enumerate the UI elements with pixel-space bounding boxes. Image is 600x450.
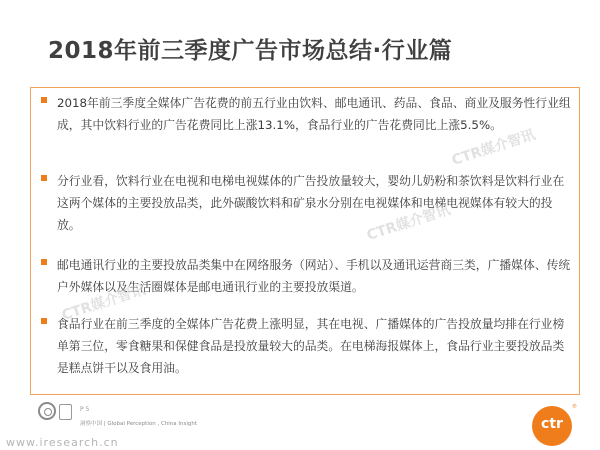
- ctr-logo-text: ctr: [541, 416, 563, 432]
- bullet-square-icon: [41, 259, 47, 265]
- registered-mark: ®: [572, 404, 577, 410]
- seal-icon: [38, 402, 56, 420]
- bullet-text: 食品行业在前三季度的全媒体广告花费上涨明显，其在电视、广播媒体的广告投放量均排在行业榜单第三位，零食糖果和保健食品是投放量较大的品类。在电梯海报媒体上，食品行业主要投放品类是糕点饼干以及食用油。: [57, 317, 565, 375]
- footer-tagline: 洞察中国 | Global Perception , China Insight: [80, 421, 198, 427]
- watermark: CTR媒介智讯: [59, 281, 148, 324]
- watermark: CTR媒介智讯: [449, 126, 538, 169]
- footer-logos: [38, 402, 78, 424]
- page-title: 2018年前三季度广告市场总结·行业篇: [48, 38, 453, 64]
- ctr-logo: [532, 406, 572, 446]
- bullet-square-icon: [41, 318, 47, 324]
- badge-icon: [59, 404, 72, 420]
- bullet-item: [41, 92, 571, 136]
- site-watermark: www.iresearch.cn: [6, 436, 119, 449]
- page-number: P 5: [80, 406, 90, 413]
- bullet-square-icon: [41, 97, 47, 103]
- bullet-square-icon: [41, 175, 47, 181]
- bullet-text: 邮电通讯行业的主要投放品类集中在网络服务（网站）、手机以及通讯运营商三类，广播媒体、传统户外媒体以及生活圈媒体是邮电通讯行业的主要投放渠道。: [57, 258, 571, 294]
- bullet-item: [41, 170, 571, 236]
- bullet-item: [41, 313, 571, 379]
- bullet-text: 2018年前三季度全媒体广告花费的前五行业由饮料、邮电通讯、药品、食品、商业及服务性行业组成，其中饮料行业的广告花费同比上涨13.1%，食品行业的广告花费同比上涨5.5%。: [57, 96, 571, 132]
- watermark: CTR媒介智讯: [364, 201, 453, 244]
- bullet-item: [41, 254, 571, 298]
- bullet-text: 分行业看，饮料行业在电视和电梯电视媒体的广告投放量较大，婴幼儿奶粉和茶饮料是饮料行业在这两个媒体的主要投放品类，此外碳酸饮料和矿泉水分别在电视媒体和电梯电视媒体有较大的投放。: [57, 174, 565, 232]
- content-box: [30, 87, 580, 395]
